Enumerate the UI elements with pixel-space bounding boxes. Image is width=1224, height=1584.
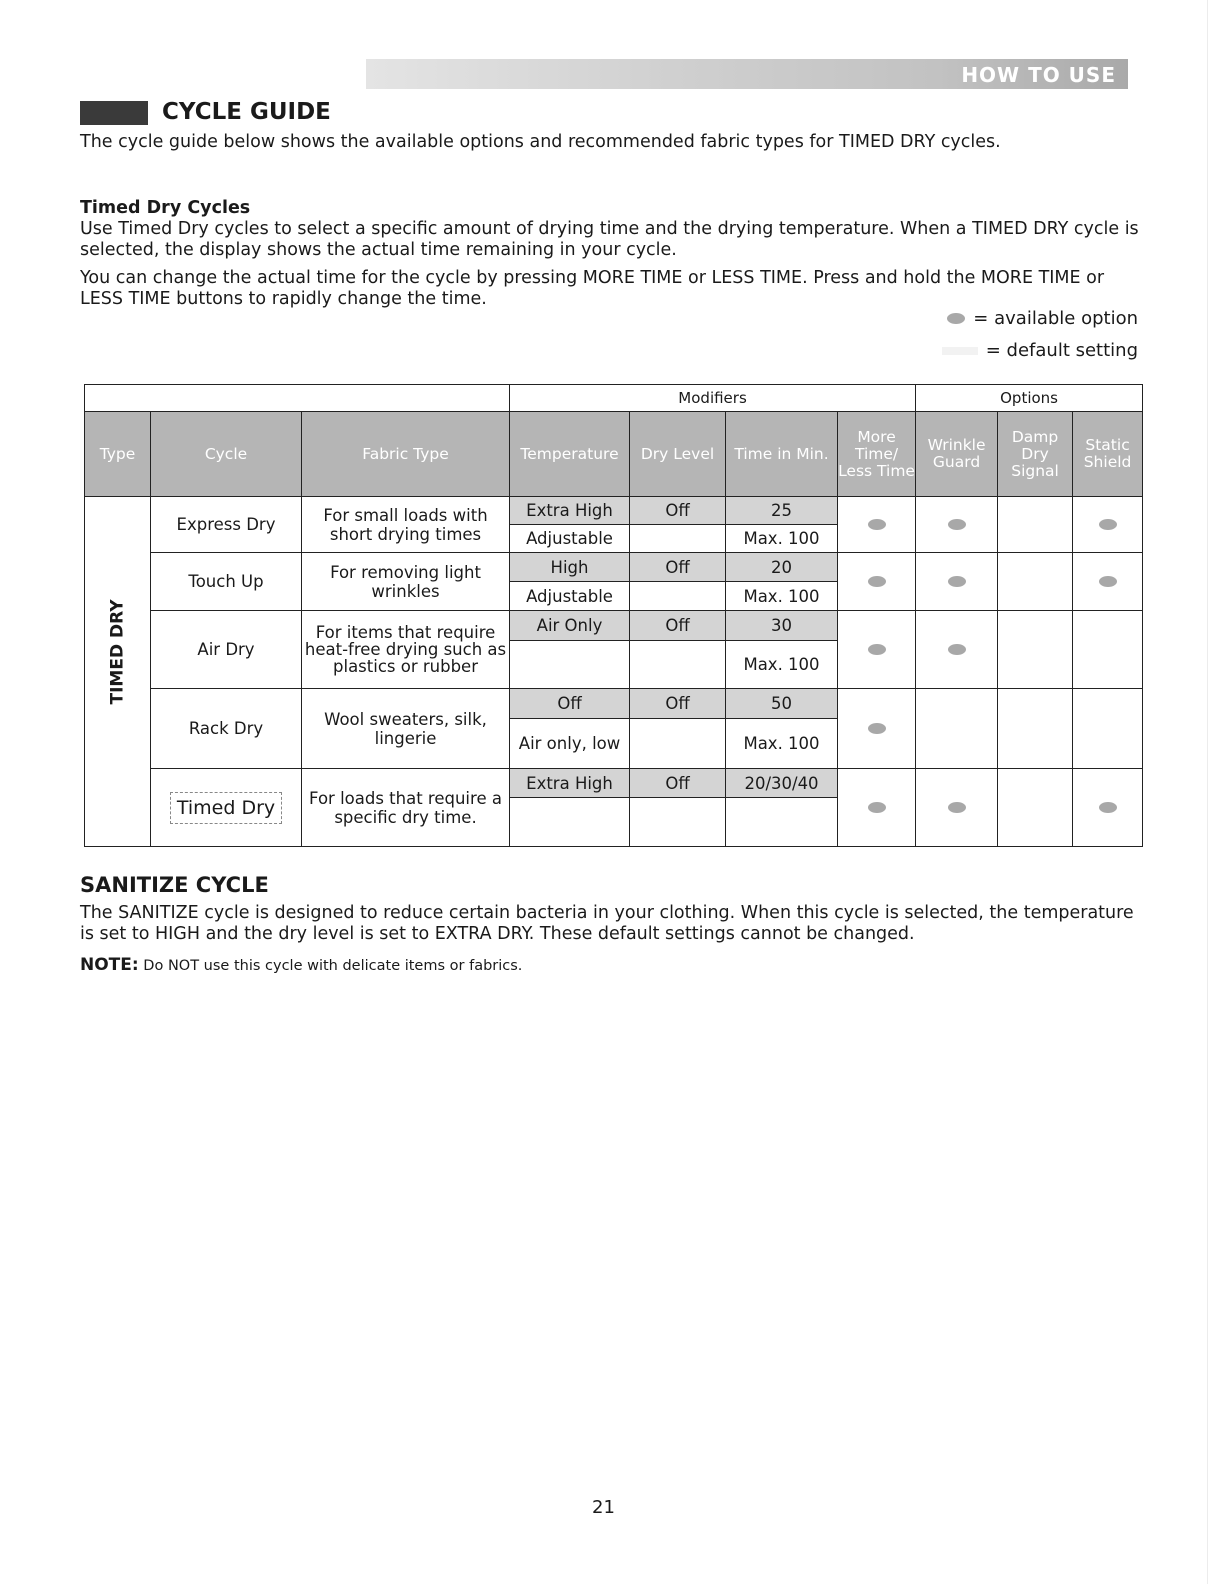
group-modifiers: Modifiers	[510, 385, 916, 412]
header-type: Type	[85, 412, 151, 497]
legend-default-label: = default setting	[985, 340, 1138, 361]
available-option-icon	[948, 576, 966, 587]
time-alt	[726, 798, 838, 847]
default-setting-icon	[942, 347, 978, 355]
time-alt: Max. 100	[726, 525, 838, 553]
temp-alt: Air only, low	[510, 719, 630, 769]
temp-default: Extra High	[510, 497, 630, 525]
section-banner	[366, 59, 1128, 89]
note-text: Do NOT use this cycle with delicate items or fabrics.	[138, 958, 523, 974]
wrinkle-cell	[916, 611, 998, 689]
header-cycle: Cycle	[151, 412, 302, 497]
fabric-cell: For items that require heat-free drying such as plastics or rubber	[302, 611, 510, 689]
available-option-icon	[868, 519, 886, 530]
cycle-cell: Express Dry	[151, 497, 302, 553]
cycle-cell: Rack Dry	[151, 689, 302, 769]
available-option-icon	[947, 313, 965, 324]
time-default: 20/30/40	[726, 769, 838, 798]
time-alt: Max. 100	[726, 641, 838, 689]
temp-default: Air Only	[510, 611, 630, 641]
temp-default: Extra High	[510, 769, 630, 798]
legend-default	[942, 340, 1138, 361]
cycle-cell	[151, 769, 302, 847]
title-marker	[80, 101, 148, 125]
temp-alt	[510, 641, 630, 689]
dry-alt	[630, 641, 726, 689]
available-option-icon	[948, 644, 966, 655]
more-less-cell	[838, 689, 916, 769]
damp-cell	[998, 689, 1073, 769]
time-default: 25	[726, 497, 838, 525]
damp-cell	[998, 611, 1073, 689]
header-damp-dry-signal: Damp Dry Signal	[998, 412, 1073, 497]
dry-default: Off	[630, 769, 726, 798]
note-label: NOTE:	[80, 955, 139, 975]
damp-cell	[998, 553, 1073, 611]
temp-default: High	[510, 553, 630, 582]
wrinkle-cell	[916, 769, 998, 847]
page-number: 21	[592, 1497, 615, 1518]
cycle-cell: Touch Up	[151, 553, 302, 611]
available-option-icon	[1099, 802, 1117, 813]
header-more-less-time: More Time/ Less Time	[838, 412, 916, 497]
available-option-icon	[868, 576, 886, 587]
timed-dry-label: Timed Dry	[170, 792, 282, 824]
dry-alt	[630, 525, 726, 553]
damp-cell	[998, 769, 1073, 847]
temp-alt: Adjustable	[510, 582, 630, 611]
header-static-shield: Static Shield	[1073, 412, 1143, 497]
more-less-cell	[838, 553, 916, 611]
available-option-icon	[948, 802, 966, 813]
header-temperature: Temperature	[510, 412, 630, 497]
banner-label: HOW TO USE	[961, 63, 1116, 87]
more-less-cell	[838, 611, 916, 689]
cycle-cell: Air Dry	[151, 611, 302, 689]
more-less-cell	[838, 769, 916, 847]
cycle-guide-table	[84, 384, 1143, 847]
time-default: 50	[726, 689, 838, 719]
timed-dry-para1: Use Timed Dry cycles to select a specific amount of drying time and the drying temperature. When a TIMED DRY cycle is selected, the display shows the actual time remaining in your cycle.	[80, 219, 1139, 260]
header-time: Time in Min.	[726, 412, 838, 497]
dry-alt	[630, 719, 726, 769]
available-option-icon	[1099, 519, 1117, 530]
timed-dry-para2: You can change the actual time for the cycle by pressing MORE TIME or LESS TIME. Press and hold the MORE TIME or LESS TIME buttons to rapidly change the time.	[80, 268, 1105, 309]
fabric-cell: For removing light wrinkles	[302, 553, 510, 611]
group-blank	[85, 385, 510, 412]
fabric-cell: Wool sweaters, silk, lingerie	[302, 689, 510, 769]
header-wrinkle-guard: Wrinkle Guard	[916, 412, 998, 497]
available-option-icon	[1099, 576, 1117, 587]
header-dry-level: Dry Level	[630, 412, 726, 497]
time-default: 20	[726, 553, 838, 582]
static-cell	[1073, 611, 1143, 689]
available-option-icon	[868, 802, 886, 813]
dry-alt	[630, 798, 726, 847]
time-alt: Max. 100	[726, 719, 838, 769]
temp-alt	[510, 798, 630, 847]
dry-default: Off	[630, 689, 726, 719]
type-label: TIMED DRY	[107, 598, 128, 704]
more-less-cell	[838, 497, 916, 553]
fabric-cell: For small loads with short drying times	[302, 497, 510, 553]
dry-default: Off	[630, 553, 726, 582]
sanitize-para: The SANITIZE cycle is designed to reduce certain bacteria in your clothing. When this cycle is selected, the temperature is set to HIGH and the dry level is set to EXTRA DRY. These default settings cannot be changed.	[80, 903, 1134, 944]
fabric-cell: For loads that require a specific dry time.	[302, 769, 510, 847]
sanitize-heading: SANITIZE CYCLE	[80, 873, 269, 897]
type-cell	[85, 497, 151, 847]
header-fabric: Fabric Type	[302, 412, 510, 497]
legend-available-label: = available option	[973, 308, 1138, 329]
available-option-icon	[868, 644, 886, 655]
available-option-icon	[948, 519, 966, 530]
sanitize-note	[80, 955, 522, 975]
wrinkle-cell	[916, 497, 998, 553]
intro-text: The cycle guide below shows the available options and recommended fabric types for TIMED DRY cycles.	[80, 132, 1001, 152]
static-cell	[1073, 769, 1143, 847]
wrinkle-cell	[916, 553, 998, 611]
available-option-icon	[868, 723, 886, 734]
dry-alt	[630, 582, 726, 611]
temp-default: Off	[510, 689, 630, 719]
static-cell	[1073, 497, 1143, 553]
page-title: CYCLE GUIDE	[162, 99, 331, 125]
dry-default: Off	[630, 497, 726, 525]
timed-dry-heading: Timed Dry Cycles	[80, 198, 251, 218]
legend-available	[947, 308, 1138, 329]
time-default: 30	[726, 611, 838, 641]
wrinkle-cell	[916, 689, 998, 769]
static-cell	[1073, 553, 1143, 611]
time-alt: Max. 100	[726, 582, 838, 611]
group-options: Options	[916, 385, 1143, 412]
page-edge	[1207, 0, 1208, 1584]
temp-alt: Adjustable	[510, 525, 630, 553]
dry-default: Off	[630, 611, 726, 641]
damp-cell	[998, 497, 1073, 553]
static-cell	[1073, 689, 1143, 769]
